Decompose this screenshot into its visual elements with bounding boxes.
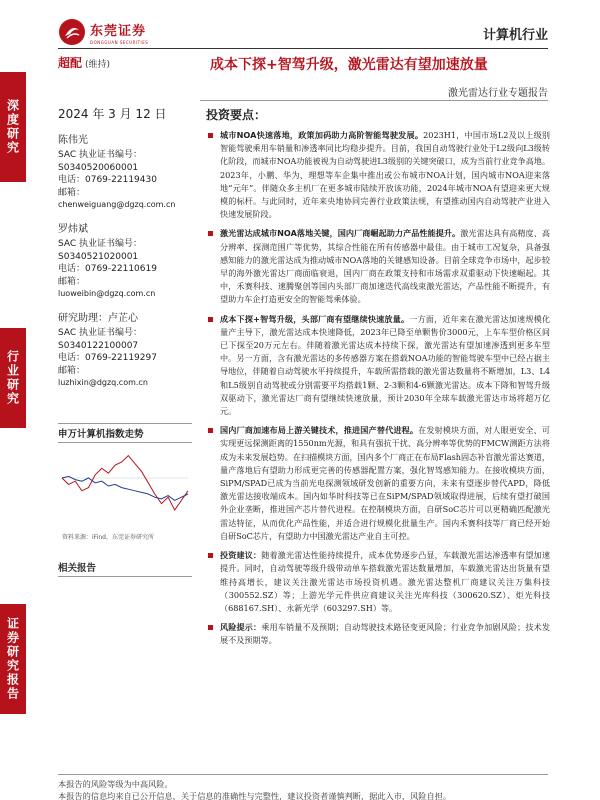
industry-label: 计算机行业 xyxy=(482,28,548,43)
index-trend-chart xyxy=(58,440,192,528)
info-source-note: 本报告的信息均来自已公开信息，关于信息的准确性与完整性，建议投资者谨慎判断，据此入市，风险自担。 xyxy=(58,791,452,800)
cert-number: S0340122100007 xyxy=(58,340,139,351)
key-point-body: 激光雷达具有高精度、高分辨率、探测范围广等优势，其综合性能在所有传感器中最佳。由于城市工况复杂，具备强感知能力的激光雷达成为推动城市NOA落地的关键感知设备。目前全球竞争市场中，起步较早的海外激光雷达厂商面临衰退，国内厂商在政策支持和市场需求双重驱动下快速崛起。其中，禾赛科技、速腾聚创等国内头部厂商加速迭代高线束激光雷达，产品性能不断提升，有望助力车企打造更安全的智能驾乘体验。 xyxy=(220,228,550,305)
side-tab-securities-report: 证券研究报告 xyxy=(0,604,26,714)
cert-label: SAC 执业证书编号： xyxy=(58,328,143,338)
key-point-paragraph xyxy=(206,129,550,221)
key-point-lead: 城市NOA快速落地，政策加码助力高阶智能驾驶发展。 xyxy=(220,130,424,140)
chart-title: 申万计算机指数走势 xyxy=(58,423,192,443)
analyst-name: 罗炜斌 xyxy=(58,223,88,235)
email-label: 邮箱： xyxy=(58,187,86,198)
analyst-card xyxy=(58,313,196,390)
company-logo xyxy=(58,18,148,46)
chart-series-line xyxy=(62,476,188,500)
email-link[interactable]: luzhixin@dgzq.com.cn xyxy=(58,378,148,387)
email-link[interactable]: luoweibin@dgzq.com.cn xyxy=(58,289,156,298)
key-point-body: 随着激光雷达性能持续提升，成本优势逐步凸显，车载激光雷达渗透率有望加速提升。同时，自动驾驶等级升级带动单车搭载激光雷达数量增加，车载激光雷达出货量有望维持高增长，建议关注激光雷达市场投资机遇。激光雷达整机厂商建议关注万集科技（300552.SZ）等；上游光学元件供应商建议关注光库科技（300620.SZ）、炬光科技（688167.SH）、永新光学（603297.SH）等。 xyxy=(220,550,550,613)
analyst-name: 研究助理：卢芷心 xyxy=(58,312,138,324)
logo-english-name: DONGGUAN SECURITIES xyxy=(90,39,149,45)
key-point-lead: 国内厂商加速布局上游关键技术，推进国产替代进程。 xyxy=(220,425,419,436)
key-point-body: 一方面，近年来在激光雷达加速规模化量产主导下，激光雷达成本快速降低，2023年已降至单颗售价3000元，上车车型价格区间已下探至20万元左右。伴随着激光雷达成本持续下探，激光雷达有望加速渗透到更多车型中。另一方面，含有激光雷达的多传感器方案在搭载NOA功能的智能驾驶车型中已经占据主导地位，伴随着自动驾驶水平持续提升，车载所需搭载的激光雷达数量将不断增加，L3、L4和L5级别自动驾驶或分别需要平均搭载1颗、2-3颗和4-6颗激光雷达。成本下降和智驾升级双驱动下，激光雷达厂商有望继续快速放量，预计2030年全球车载激光雷达市场将超万亿元。 xyxy=(220,313,550,417)
phone: 电话：0769-22119430 xyxy=(58,175,157,185)
analyst-card xyxy=(58,224,196,301)
risk-warning xyxy=(206,621,550,647)
cert-number: S0340521020001 xyxy=(58,251,139,262)
footer-disclaimer xyxy=(58,774,548,800)
phone: 电话：0769-22110619 xyxy=(58,264,157,274)
key-point-paragraph xyxy=(206,313,550,419)
key-point-paragraph xyxy=(206,227,550,306)
email-label: 邮箱： xyxy=(58,276,86,287)
key-points-heading: 投资要点： xyxy=(206,108,267,122)
side-tab-industry-research: 行业研究 xyxy=(0,328,26,428)
header-divider xyxy=(58,48,548,49)
email-label: 邮箱： xyxy=(58,365,86,376)
related-reports-heading: 相关报告 xyxy=(58,560,192,577)
email-link[interactable]: chenweiguang@dgzq.com.cn xyxy=(58,200,176,209)
risk-level-note: 本报告的风险等级为中高风险。 xyxy=(58,779,173,789)
logo-emblem-icon xyxy=(58,18,86,46)
cert-label: SAC 执业证书编号： xyxy=(58,239,143,249)
chart-source: 资料来源：iFind，东莞证券研究所 xyxy=(62,534,154,541)
chart-series-line xyxy=(62,456,188,510)
key-point-body: 2023H1，中国市场L2及以上级别智能驾驶乘用车销量和渗透率同比均稳步提升。目前，我国自动驾驶行业处于L2级向L3级转化阶段，而城市NOA功能被视为自动驾驶进L3级别的关键突破口，成为当前行业竞争高地。2023年，小鹏、华为、理想等车企集中推出或公布城市NOA计划，国内城市NOA迎来落地“元年”。伴随众多主机厂在更多城市陆续开放该功能，2024年城市NOA有望迎来更大规模的标杆。与此同时，近年来央地协同完善行业政策法规，有望推动国内自动驾驶产业进入快速发展阶段。 xyxy=(220,130,550,220)
logo-name: 东莞证券 xyxy=(90,23,147,39)
key-point-body: 乘用车销量不及预期；自动驾驶技术路径变更风险；行业竞争加剧风险；技术发展不及预期等。 xyxy=(220,622,550,646)
investment-advice xyxy=(206,549,550,615)
key-point-paragraph xyxy=(206,424,550,543)
rating-label: 超配 xyxy=(58,56,83,70)
phone: 电话：0769-22119297 xyxy=(58,353,157,363)
key-point-lead: 激光雷达成城市NOA落地关键，国内厂商崛起助力产品性能提升。 xyxy=(220,228,461,239)
analyst-name: 陈伟光 xyxy=(58,134,88,146)
rating xyxy=(58,54,110,71)
report-title: 成本下探+智驾升级，激光雷达有望加速放量 xyxy=(210,57,488,73)
rating-status: (维持) xyxy=(85,60,111,70)
analyst-column xyxy=(58,108,196,402)
key-point-lead: 成本下探+智驾升级，头部厂商有望继续快速放量。 xyxy=(220,313,410,324)
report-subtitle: 激光雷达行业专题报告 xyxy=(448,88,548,99)
title-divider xyxy=(200,100,548,101)
key-points-section xyxy=(206,106,550,654)
analyst-card xyxy=(58,135,196,212)
side-tab-deep-research: 深度研究 xyxy=(0,72,26,182)
key-point-lead: 投资建议： xyxy=(220,550,262,561)
cert-number: S0340520060001 xyxy=(58,162,139,173)
key-point-lead: 风险提示： xyxy=(220,622,262,633)
report-date: 2024 年 3 月 12 日 xyxy=(58,107,167,121)
key-point-body: 在发射模块方面，对人眼更安全、可实现更远探测距离的1550nm光源，和具有强抗干扰、高分辨率等优势的FMCW测距方法将成为未来发展趋势。在扫描模块方面，国内多个厂商正在布局Flash固态补盲激光雷达赛道，量产落地后有望助力形成更完善的传感器配置方案，强化智驾感知能力。在接收模块方面，SiPM/SPAD已成为当前光电探测领域研发创新的重要方向，未来有望逐步替代APD，降低激光雷达接收端成本。国内如华时科技等已在SiPM/SPAD领域取得进展，后续有望打破国外企业垄断，推进国产芯片替代进程。在控制模块方面，自研SoC芯片可以更精确匹配激光雷达特征，从而优化产品性能，并适合进行规模化批量生产。国内禾赛科技等厂商已经开始自研SoC芯片，有望助力中国激光雷达产业自主可控。 xyxy=(220,425,550,541)
cert-label: SAC 执业证书编号： xyxy=(58,150,143,160)
